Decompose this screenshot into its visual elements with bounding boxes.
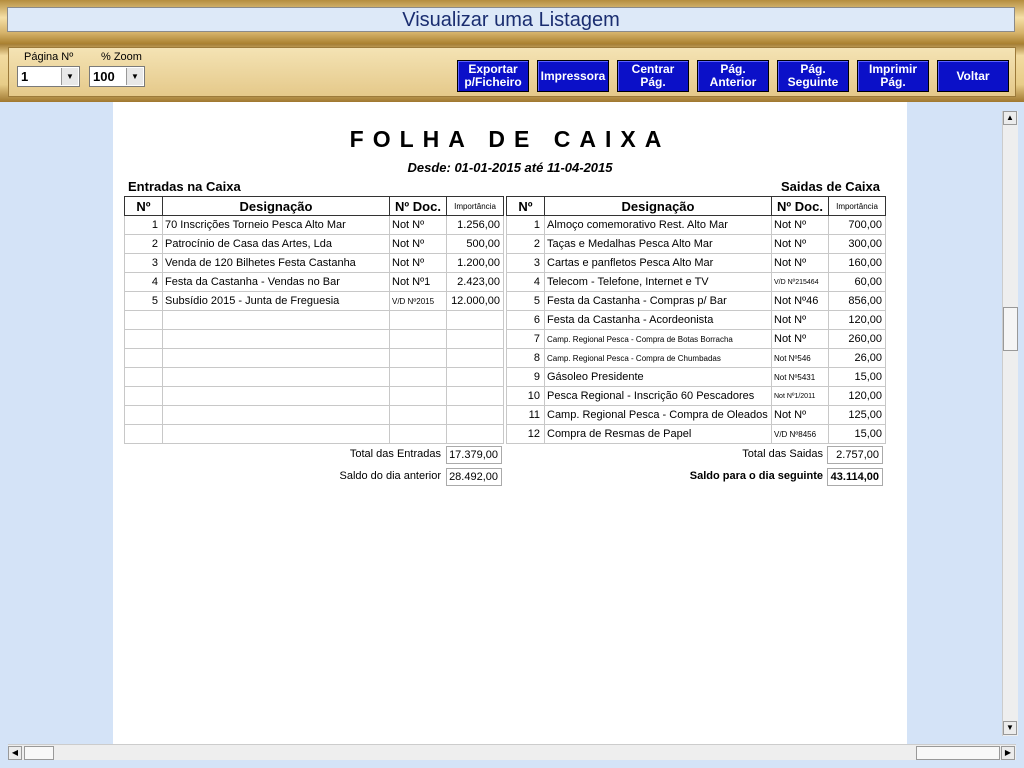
- row-designation: Camp. Regional Pesca - Compra de Botas Borracha: [545, 330, 772, 349]
- row-doc-number: Not Nº: [390, 254, 447, 273]
- row-doc-number: [390, 311, 447, 330]
- row-doc-number: Not Nº5431: [772, 368, 829, 387]
- saidas-heading: Saidas de Caixa: [781, 179, 880, 194]
- row-amount: [447, 349, 504, 368]
- vertical-scroll-thumb[interactable]: [1003, 307, 1018, 351]
- row-number: 11: [507, 406, 545, 425]
- row-number: 7: [507, 330, 545, 349]
- table-row: [125, 368, 504, 387]
- row-number: 5: [125, 292, 163, 311]
- saldo-anterior-value: 28.492,00: [446, 468, 502, 486]
- table-row: [507, 330, 886, 349]
- total-entradas-label: Total das Entradas: [349, 448, 441, 460]
- zoom-label: % Zoom: [101, 51, 142, 63]
- table-row: [507, 425, 886, 444]
- report-date-range: Desde: 01-01-2015 até 11-04-2015: [407, 160, 613, 175]
- row-amount: [447, 368, 504, 387]
- row-amount: 300,00: [829, 235, 886, 254]
- row-designation: Subsídio 2015 - Junta de Freguesia: [163, 292, 390, 311]
- row-number: 4: [125, 273, 163, 292]
- row-amount: 856,00: [829, 292, 886, 311]
- row-amount: 1.200,00: [447, 254, 504, 273]
- table-row: [125, 235, 504, 254]
- saidas-table: [506, 196, 886, 444]
- row-amount: 15,00: [829, 425, 886, 444]
- back-button[interactable]: Voltar: [937, 60, 1009, 92]
- table-row: [507, 368, 886, 387]
- row-amount: 260,00: [829, 330, 886, 349]
- total-entradas-value: 17.379,00: [446, 446, 502, 464]
- row-amount: 125,00: [829, 406, 886, 425]
- row-amount: [447, 425, 504, 444]
- row-number: 3: [507, 254, 545, 273]
- scroll-left-icon[interactable]: ◀: [8, 746, 22, 760]
- vertical-scrollbar[interactable]: [1002, 111, 1018, 736]
- row-designation: [163, 425, 390, 444]
- total-saidas-value: 2.757,00: [827, 446, 883, 464]
- row-doc-number: Not Nº46: [772, 292, 829, 311]
- row-designation: Gásoleo Presidente: [545, 368, 772, 387]
- table-row: [507, 235, 886, 254]
- row-number: 12: [507, 425, 545, 444]
- title-bar: [0, 0, 1024, 44]
- row-doc-number: V/D Nº8456: [772, 425, 829, 444]
- zoom-select[interactable]: [89, 66, 145, 87]
- row-amount: [447, 387, 504, 406]
- center-page-button[interactable]: Centrar Pág.: [617, 60, 689, 92]
- row-number: [125, 311, 163, 330]
- row-amount: 120,00: [829, 387, 886, 406]
- row-amount: 26,00: [829, 349, 886, 368]
- window-title: Visualizar uma Listagem: [7, 7, 1015, 32]
- table-row: [125, 216, 504, 235]
- table-row: [507, 349, 886, 368]
- row-designation: [163, 311, 390, 330]
- row-designation: [163, 368, 390, 387]
- report-page: [113, 102, 907, 744]
- row-number: [125, 349, 163, 368]
- table-row: [125, 292, 504, 311]
- row-number: 8: [507, 349, 545, 368]
- row-amount: 500,00: [447, 235, 504, 254]
- saldo-seguinte-label: Saldo para o dia seguinte: [689, 470, 823, 482]
- page-number-select[interactable]: [17, 66, 80, 87]
- report-viewport[interactable]: [0, 102, 1002, 744]
- row-number: 2: [125, 235, 163, 254]
- page-number-label: Página Nº: [24, 51, 74, 63]
- row-number: 4: [507, 273, 545, 292]
- row-designation: Festa da Castanha - Compras p/ Bar: [545, 292, 772, 311]
- row-doc-number: V/D Nº215464: [772, 273, 829, 292]
- table-row: [507, 273, 886, 292]
- table-row: [507, 216, 886, 235]
- row-designation: Venda de 120 Bilhetes Festa Castanha: [163, 254, 390, 273]
- row-number: [125, 368, 163, 387]
- row-doc-number: Not Nº546: [772, 349, 829, 368]
- table-row: [125, 406, 504, 425]
- table-row: [125, 425, 504, 444]
- row-designation: Taças e Medalhas Pesca Alto Mar: [545, 235, 772, 254]
- row-doc-number: Not Nº: [772, 254, 829, 273]
- next-page-button[interactable]: Pág. Seguinte: [777, 60, 849, 92]
- row-amount: 15,00: [829, 368, 886, 387]
- table-row: [507, 311, 886, 330]
- row-doc-number: [390, 406, 447, 425]
- row-amount: [447, 406, 504, 425]
- row-number: 2: [507, 235, 545, 254]
- row-designation: Festa da Castanha - Vendas no Bar: [163, 273, 390, 292]
- row-number: [125, 425, 163, 444]
- row-designation: [163, 330, 390, 349]
- column-header: Nº Doc.: [390, 197, 447, 216]
- row-doc-number: Not Nº: [772, 216, 829, 235]
- row-number: 1: [507, 216, 545, 235]
- row-amount: 2.423,00: [447, 273, 504, 292]
- horizontal-scroll-track-segment[interactable]: [916, 746, 1000, 760]
- column-header: Designação: [545, 197, 772, 216]
- chevron-down-icon[interactable]: ▼: [126, 68, 143, 85]
- horizontal-scrollbar[interactable]: [8, 744, 1016, 760]
- row-doc-number: Not Nº: [390, 216, 447, 235]
- table-row: [125, 273, 504, 292]
- horizontal-scroll-thumb[interactable]: [24, 746, 54, 760]
- toolbar-panel: [8, 47, 1016, 97]
- table-row: [507, 387, 886, 406]
- column-header: Importância: [447, 197, 504, 216]
- row-doc-number: [390, 349, 447, 368]
- row-doc-number: V/D Nº2015: [390, 292, 447, 311]
- row-designation: Festa da Castanha - Acordeonista: [545, 311, 772, 330]
- row-number: [125, 406, 163, 425]
- saldo-anterior-label: Saldo do dia anterior: [339, 470, 441, 482]
- row-number: 6: [507, 311, 545, 330]
- row-amount: 700,00: [829, 216, 886, 235]
- zoom-value: 100: [93, 69, 115, 84]
- row-designation: 70 Inscrições Torneio Pesca Alto Mar: [163, 216, 390, 235]
- report-title: FOLHA DE CAIXA: [349, 126, 671, 152]
- row-designation: Compra de Resmas de Papel: [545, 425, 772, 444]
- column-header: Nº: [125, 197, 163, 216]
- table-row: [507, 292, 886, 311]
- entradas-table: [124, 196, 504, 444]
- total-saidas-label: Total das Saidas: [742, 448, 823, 460]
- row-designation: [163, 349, 390, 368]
- scroll-right-icon[interactable]: ▶: [1001, 746, 1015, 760]
- row-designation: Almoço comemorativo Rest. Alto Mar: [545, 216, 772, 235]
- export-button[interactable]: Exportar p/Ficheiro: [457, 60, 529, 92]
- row-amount: [447, 330, 504, 349]
- row-designation: Patrocínio de Casa das Artes, Lda: [163, 235, 390, 254]
- saldo-seguinte-value: 43.114,00: [827, 468, 883, 486]
- row-number: 1: [125, 216, 163, 235]
- column-header: Nº Doc.: [772, 197, 829, 216]
- row-designation: Cartas e panfletos Pesca Alto Mar: [545, 254, 772, 273]
- row-designation: Pesca Regional - Inscrição 60 Pescadores: [545, 387, 772, 406]
- row-number: 9: [507, 368, 545, 387]
- row-amount: 160,00: [829, 254, 886, 273]
- column-header: Nº: [507, 197, 545, 216]
- row-doc-number: [390, 368, 447, 387]
- row-doc-number: Not Nº1/2011: [772, 387, 829, 406]
- row-number: 10: [507, 387, 545, 406]
- page-number-value: 1: [21, 69, 29, 84]
- row-amount: 12.000,00: [447, 292, 504, 311]
- row-designation: Camp. Regional Pesca - Compra de Chumbadas: [545, 349, 772, 368]
- row-doc-number: Not Nº1: [390, 273, 447, 292]
- print-page-button[interactable]: Imprimir Pág.: [857, 60, 929, 92]
- table-row: [125, 330, 504, 349]
- row-designation: Telecom - Telefone, Internet e TV: [545, 273, 772, 292]
- table-row: [507, 254, 886, 273]
- row-doc-number: [390, 387, 447, 406]
- row-amount: 1.256,00: [447, 216, 504, 235]
- previous-page-button[interactable]: Pág. Anterior: [697, 60, 769, 92]
- table-row: [125, 387, 504, 406]
- row-amount: 60,00: [829, 273, 886, 292]
- row-designation: [163, 406, 390, 425]
- scroll-down-icon[interactable]: ▼: [1003, 721, 1017, 735]
- row-number: 3: [125, 254, 163, 273]
- table-row: [125, 254, 504, 273]
- table-row: [125, 349, 504, 368]
- printer-button[interactable]: Impressora: [537, 60, 609, 92]
- row-doc-number: Not Nº: [772, 330, 829, 349]
- row-number: [125, 387, 163, 406]
- row-amount: [447, 311, 504, 330]
- row-doc-number: [390, 425, 447, 444]
- row-doc-number: Not Nº: [772, 406, 829, 425]
- row-designation: [163, 387, 390, 406]
- row-doc-number: Not Nº: [390, 235, 447, 254]
- table-row: [507, 406, 886, 425]
- row-doc-number: [390, 330, 447, 349]
- row-doc-number: Not Nº: [772, 311, 829, 330]
- toolbar: [0, 44, 1024, 102]
- scroll-up-icon[interactable]: ▲: [1003, 111, 1017, 125]
- column-header: Importância: [829, 197, 886, 216]
- chevron-down-icon[interactable]: ▼: [61, 68, 78, 85]
- row-number: [125, 330, 163, 349]
- column-header: Designação: [163, 197, 390, 216]
- entradas-heading: Entradas na Caixa: [128, 179, 241, 194]
- row-doc-number: Not Nº: [772, 235, 829, 254]
- row-designation: Camp. Regional Pesca - Compra de Oleados: [545, 406, 772, 425]
- row-number: 5: [507, 292, 545, 311]
- table-row: [125, 311, 504, 330]
- row-amount: 120,00: [829, 311, 886, 330]
